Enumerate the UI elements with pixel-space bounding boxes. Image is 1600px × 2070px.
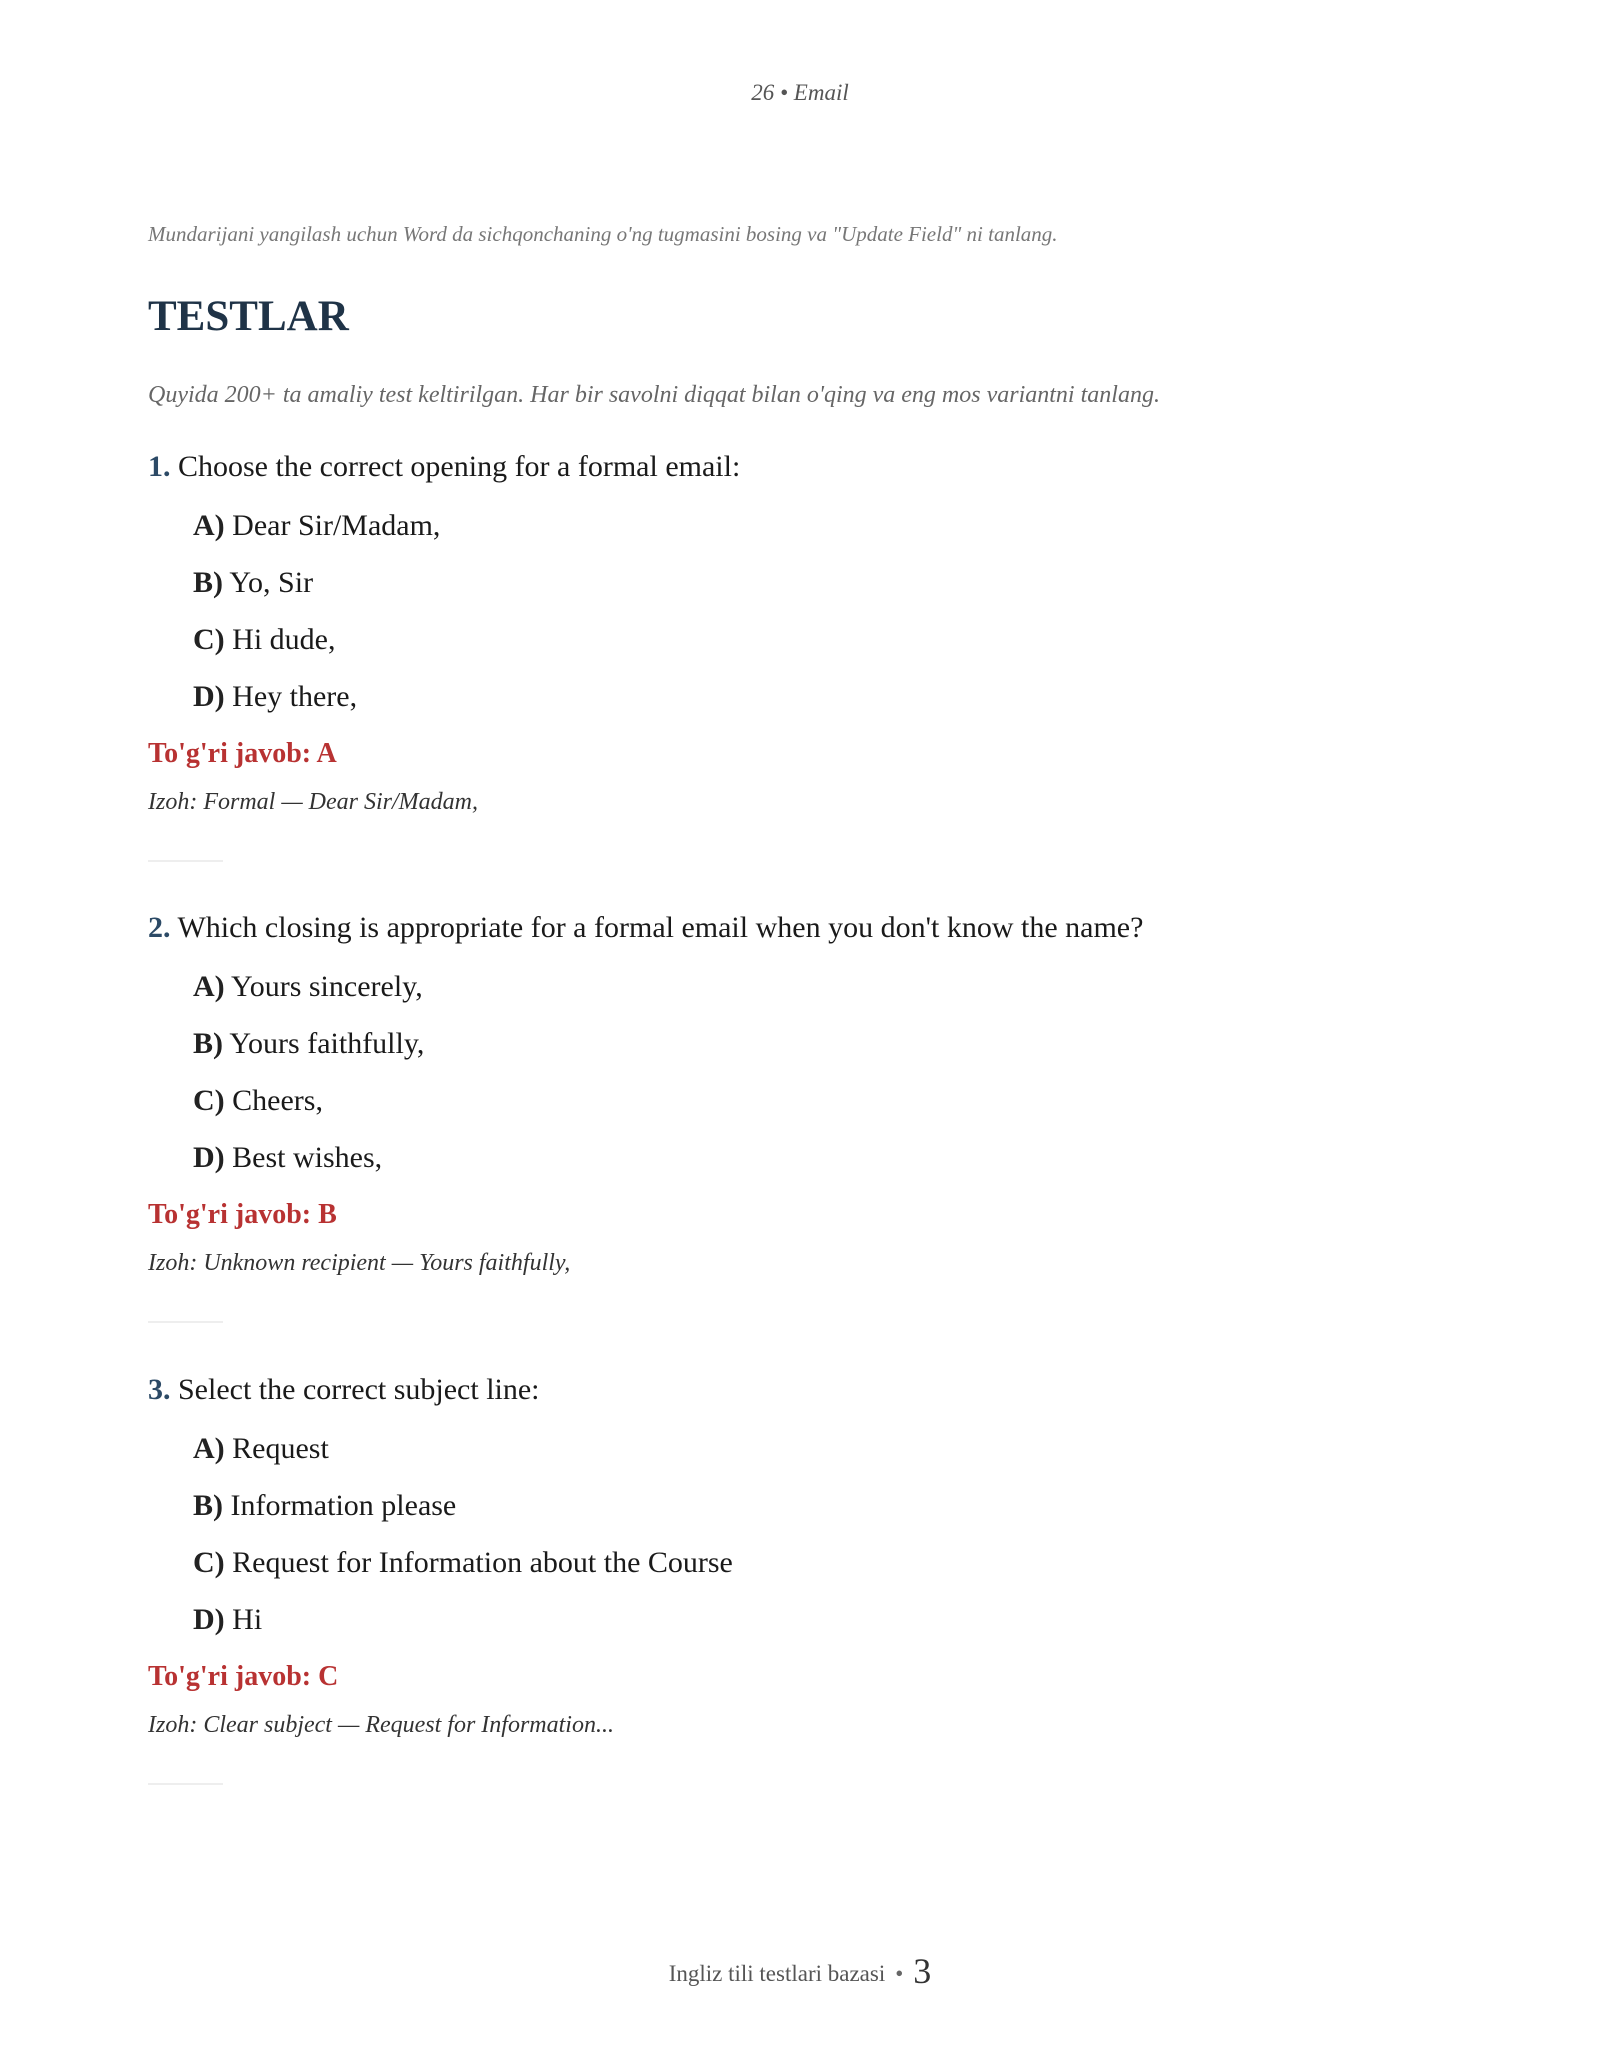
option-d xyxy=(193,1129,1468,1186)
option-letter: D) xyxy=(193,680,225,713)
option-b xyxy=(193,1015,1468,1072)
option-a xyxy=(193,1420,1468,1477)
option-text: Yo, Sir xyxy=(229,566,314,599)
footer-separator: • xyxy=(895,1961,904,1986)
running-header: 26 • Email xyxy=(751,80,849,105)
option-text: Hi xyxy=(232,1603,263,1636)
question-number: 1. xyxy=(148,450,171,483)
option-text: Hi dude, xyxy=(232,623,336,656)
explanation-note: Izoh: Formal — Dear Sir/Madam, xyxy=(148,789,478,815)
option-letter: D) xyxy=(193,1603,225,1636)
option-letter: A) xyxy=(193,509,225,542)
option-letter: B) xyxy=(193,566,223,599)
option-d xyxy=(193,668,1468,725)
toc-update-note: Mundarijani yangilash uchun Word da sichqonchaning o'ng tugmasini bosing va "Update Field" ni tanlang. xyxy=(148,222,1058,246)
option-text: Request for Information about the Course xyxy=(232,1546,733,1579)
question-1 xyxy=(148,447,1468,862)
section-intro: Quyida 200+ ta amaliy test keltirilgan. Har bir savolni diqqat bilan o'qing va eng mos variantni tanlang. xyxy=(148,382,1160,408)
option-letter: A) xyxy=(193,1432,225,1465)
page-number: 3 xyxy=(913,1951,932,1991)
option-letter: B) xyxy=(193,1027,223,1060)
option-c xyxy=(193,611,1468,668)
option-text: Yours sincerely, xyxy=(231,970,423,1003)
option-text: Cheers, xyxy=(232,1084,323,1117)
option-c xyxy=(193,1072,1468,1129)
option-text: Dear Sir/Madam, xyxy=(232,509,441,542)
explanation-note: Izoh: Unknown recipient — Yours faithfully, xyxy=(148,1250,571,1276)
option-letter: B) xyxy=(193,1489,223,1522)
question-text xyxy=(148,908,1468,948)
correct-answer: To'g'ri javob: C xyxy=(148,1661,339,1692)
question-number: 2. xyxy=(148,911,171,944)
option-c xyxy=(193,1534,1468,1591)
question-prompt: Choose the correct opening for a formal email: xyxy=(178,450,741,483)
question-prompt: Which closing is appropriate for a formal email when you don't know the name? xyxy=(177,911,1144,944)
option-text: Hey there, xyxy=(232,680,358,713)
explanation-note: Izoh: Clear subject — Request for Information... xyxy=(148,1712,614,1738)
option-a xyxy=(193,497,1468,554)
option-text: Yours faithfully, xyxy=(229,1027,425,1060)
option-letter: A) xyxy=(193,970,225,1003)
option-d xyxy=(193,1591,1468,1648)
question-text xyxy=(148,1370,1468,1410)
correct-answer: To'g'ri javob: B xyxy=(148,1199,337,1230)
section-title: TESTLAR xyxy=(148,293,349,340)
question-divider xyxy=(148,1783,223,1785)
option-letter: C) xyxy=(193,623,225,656)
question-3 xyxy=(148,1370,1468,1785)
option-text: Information please xyxy=(230,1489,457,1522)
question-text xyxy=(148,447,1468,487)
question-number: 3. xyxy=(148,1373,171,1406)
correct-answer: To'g'ri javob: A xyxy=(148,738,337,769)
option-a xyxy=(193,958,1468,1015)
option-text: Request xyxy=(232,1432,329,1465)
option-b xyxy=(193,554,1468,611)
page-footer xyxy=(0,1950,1600,1992)
question-2 xyxy=(148,908,1468,1323)
option-text: Best wishes, xyxy=(232,1141,383,1174)
question-divider xyxy=(148,1321,223,1323)
option-letter: C) xyxy=(193,1084,225,1117)
question-prompt: Select the correct subject line: xyxy=(178,1373,540,1406)
option-b xyxy=(193,1477,1468,1534)
question-divider xyxy=(148,860,223,862)
footer-book-title: Ingliz tili testlari bazasi xyxy=(668,1961,886,1986)
option-letter: C) xyxy=(193,1546,225,1579)
option-letter: D) xyxy=(193,1141,225,1174)
